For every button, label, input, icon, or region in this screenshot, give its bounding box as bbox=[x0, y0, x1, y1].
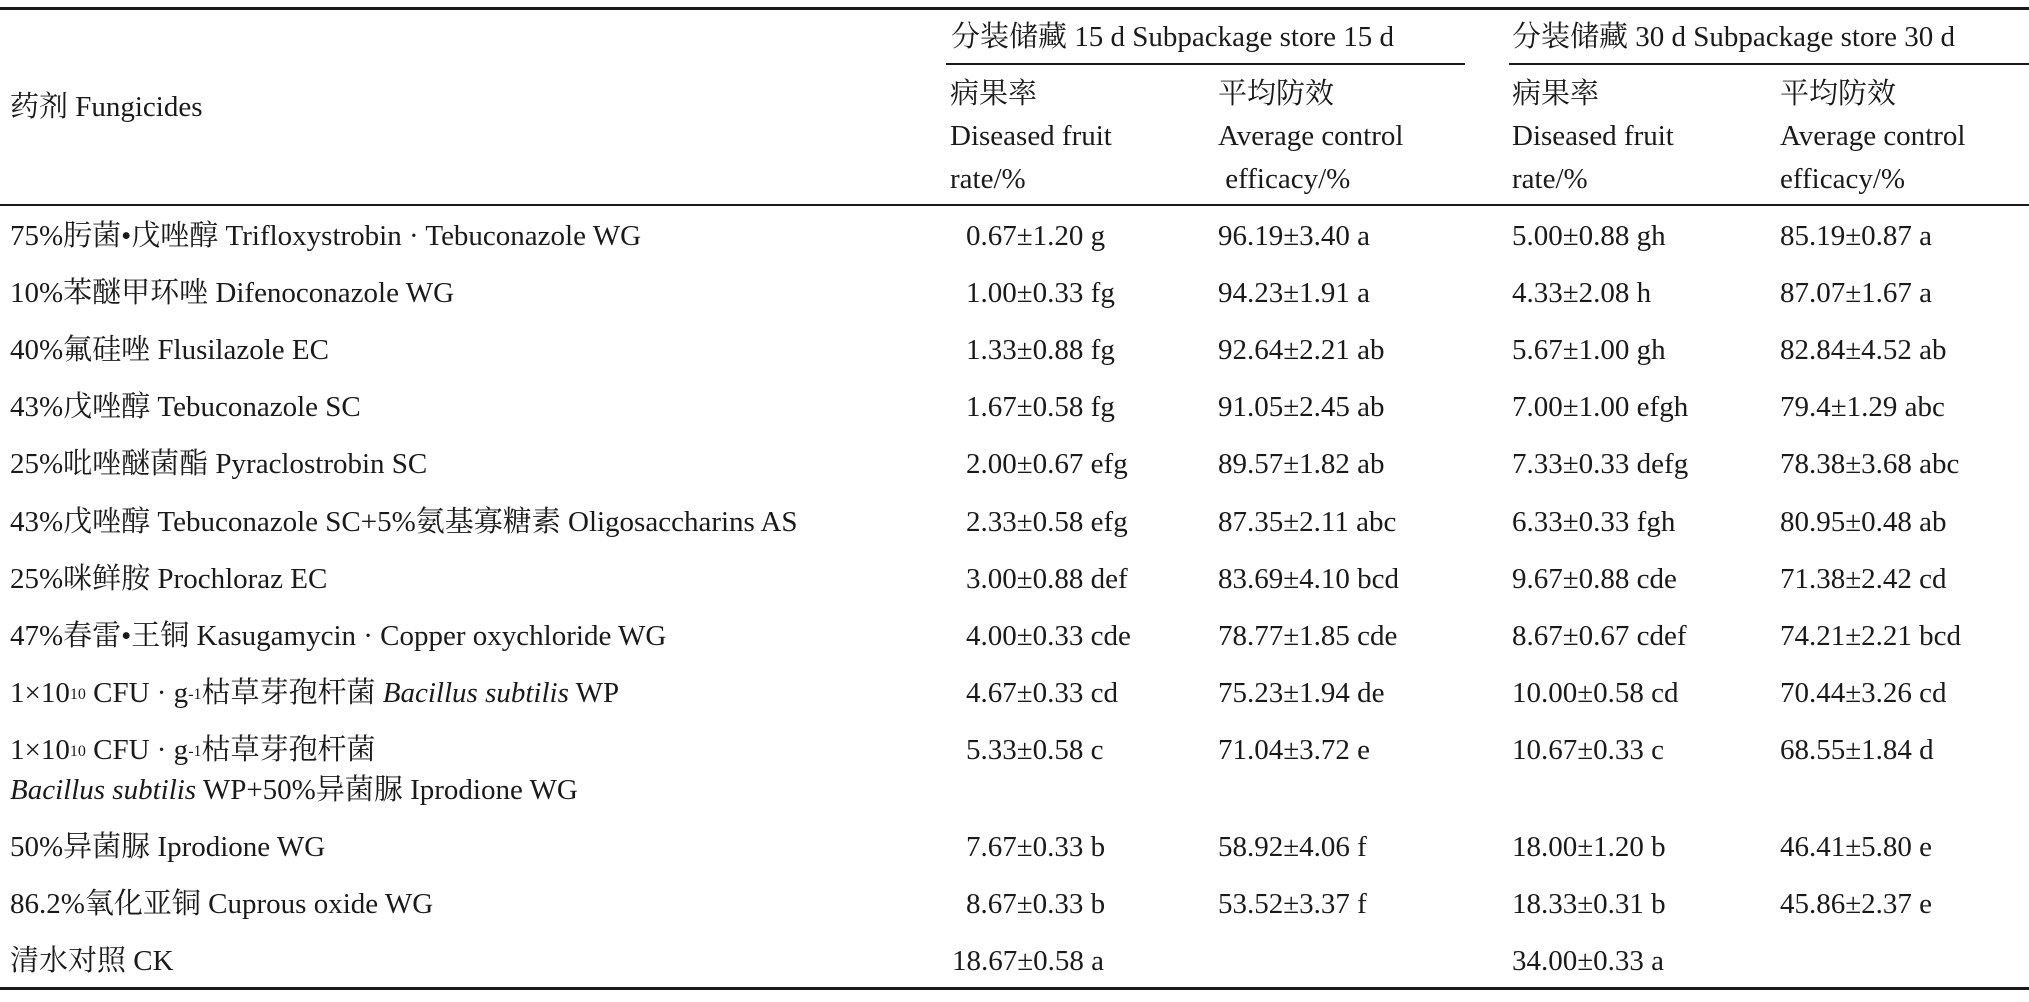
column-header-efficacy-15d-l2: Average control bbox=[1218, 120, 1404, 152]
column-header-diseased-30d-l1: 病果率 bbox=[1512, 78, 1600, 110]
table-row-agent: 86.2%氧化亚铜 Cuprous oxide WG bbox=[10, 888, 434, 920]
column-header-efficacy-30d-l1: 平均防效 bbox=[1780, 78, 1897, 110]
agent-text: 1×10 bbox=[10, 677, 70, 709]
table-cell-efficacy-30d: 74.21±2.21 bcd bbox=[1780, 620, 1962, 652]
table-cell-efficacy-15d: 78.77±1.85 cde bbox=[1218, 620, 1398, 652]
table-cell-diseased-15d: 8.67±0.33 b bbox=[966, 888, 1106, 920]
column-header-diseased-15d-l2: Diseased fruit bbox=[950, 120, 1112, 152]
table-cell-diseased-30d: 7.00±1.00 efgh bbox=[1512, 391, 1689, 423]
table-cell-efficacy-15d: 92.64±2.21 ab bbox=[1218, 334, 1385, 366]
top-rule bbox=[0, 7, 2029, 10]
header-bottom-rule bbox=[0, 204, 2029, 206]
superscript-exponent: 10 bbox=[69, 743, 86, 760]
table-cell-efficacy-30d: 87.07±1.67 a bbox=[1780, 277, 1933, 309]
table-cell-diseased-30d: 10.00±0.58 cd bbox=[1512, 677, 1679, 709]
table-row-agent: 47%春雷•王铜 Kasugamycin · Copper oxychloride WG bbox=[10, 620, 667, 652]
bottom-rule bbox=[0, 987, 2029, 990]
column-header-efficacy-30d-l2: Average control bbox=[1780, 120, 1966, 152]
table-cell-diseased-15d: 18.67±0.58 a bbox=[952, 945, 1105, 977]
superscript-exponent: 10 bbox=[69, 686, 86, 703]
table-cell-efficacy-30d: 79.4±1.29 abc bbox=[1780, 391, 1945, 423]
table-cell-efficacy-15d: 91.05±2.45 ab bbox=[1218, 391, 1385, 423]
column-header-agent: 药剂 Fungicides bbox=[10, 91, 203, 123]
table-cell-efficacy-30d: 46.41±5.80 e bbox=[1780, 831, 1933, 863]
table-row-agent-line2 bbox=[10, 776, 578, 805]
table-row-agent: 50%异菌脲 Iprodione WG bbox=[10, 831, 326, 863]
table-row-agent-line1 bbox=[10, 736, 376, 765]
table-row-agent: 40%氟硅唑 Flusilazole EC bbox=[10, 334, 329, 366]
table-cell-efficacy-30d: 85.19±0.87 a bbox=[1780, 220, 1933, 252]
table-cell-diseased-30d: 9.67±0.88 cde bbox=[1512, 563, 1677, 595]
table-row-agent: 75%肟菌•戊唑醇 Trifloxystrobin · Tebuconazole WG bbox=[10, 220, 642, 252]
table-cell-diseased-15d: 3.00±0.88 def bbox=[966, 563, 1128, 595]
table-cell-diseased-30d: 34.00±0.33 a bbox=[1512, 945, 1665, 977]
table-row-agent: 10%苯醚甲环唑 Difenoconazole WG bbox=[10, 277, 455, 309]
table-cell-efficacy-15d: 87.35±2.11 abc bbox=[1218, 506, 1397, 538]
species-name: Bacillus subtilis bbox=[382, 677, 569, 709]
table-cell-efficacy-30d: 71.38±2.42 cd bbox=[1780, 563, 1947, 595]
table-cell-efficacy-15d: 96.19±3.40 a bbox=[1218, 220, 1371, 252]
table-cell-diseased-30d: 5.67±1.00 gh bbox=[1512, 334, 1666, 366]
table-cell-efficacy-15d: 58.92±4.06 f bbox=[1218, 831, 1367, 863]
table-cell-diseased-30d: 18.00±1.20 b bbox=[1512, 831, 1666, 863]
table-cell-efficacy-15d: 71.04±3.72 e bbox=[1218, 734, 1371, 766]
table-cell-efficacy-30d: 70.44±3.26 cd bbox=[1780, 677, 1947, 709]
table-cell-diseased-15d: 0.67±1.20 g bbox=[966, 220, 1106, 252]
table-cell-efficacy-15d: 53.52±3.37 f bbox=[1218, 888, 1367, 920]
table-cell-diseased-30d: 4.33±2.08 h bbox=[1512, 277, 1652, 309]
table-cell-diseased-15d: 2.33±0.58 efg bbox=[966, 506, 1128, 538]
table-cell-diseased-15d: 1.33±0.88 fg bbox=[966, 334, 1115, 366]
column-header-diseased-30d-l3: rate/% bbox=[1512, 163, 1588, 195]
table-cell-diseased-30d: 6.33±0.33 fgh bbox=[1512, 506, 1676, 538]
table-row-agent: 43%戊唑醇 Tebuconazole SC+5%氨基寡糖素 Oligosaccharins AS bbox=[10, 506, 798, 538]
table-cell-efficacy-15d: 89.57±1.82 ab bbox=[1218, 448, 1385, 480]
column-header-diseased-30d-l2: Diseased fruit bbox=[1512, 120, 1674, 152]
table-cell-efficacy-30d: 82.84±4.52 ab bbox=[1780, 334, 1947, 366]
table-cell-diseased-30d: 8.67±0.67 cdef bbox=[1512, 620, 1687, 652]
column-header-efficacy-30d-l3: efficacy/% bbox=[1780, 163, 1906, 195]
table-row-agent bbox=[10, 679, 619, 708]
species-name: Bacillus subtilis bbox=[10, 774, 197, 806]
table-cell-diseased-15d: 5.33±0.58 c bbox=[966, 734, 1104, 766]
agent-text: CFU · g bbox=[85, 734, 189, 766]
table-cell-diseased-15d: 1.67±0.58 fg bbox=[966, 391, 1115, 423]
table-cell-diseased-15d: 1.00±0.33 fg bbox=[966, 277, 1115, 309]
table-row-agent: 25%咪鲜胺 Prochloraz EC bbox=[10, 563, 328, 595]
table-cell-efficacy-15d: 75.23±1.94 de bbox=[1218, 677, 1385, 709]
table-cell-efficacy-15d: 83.69±4.10 bcd bbox=[1218, 563, 1400, 595]
agent-text: 枯草芽孢杆菌 bbox=[201, 734, 376, 766]
table-row-agent: 43%戊唑醇 Tebuconazole SC bbox=[10, 391, 361, 423]
table-row-agent: 清水对照 CK bbox=[10, 945, 174, 977]
column-group-15d: 分装储藏 15 d Subpackage store 15 d bbox=[951, 21, 1394, 53]
column-header-efficacy-15d-l1: 平均防效 bbox=[1218, 78, 1335, 110]
table-cell-diseased-15d: 4.67±0.33 cd bbox=[966, 677, 1119, 709]
table-cell-efficacy-30d: 45.86±2.37 e bbox=[1780, 888, 1933, 920]
column-group-30d: 分装储藏 30 d Subpackage store 30 d bbox=[1512, 21, 1955, 53]
table-cell-diseased-30d: 18.33±0.31 b bbox=[1512, 888, 1666, 920]
superscript-exponent: -1 bbox=[188, 743, 202, 760]
agent-text: WP+50%异菌脲 Iprodione WG bbox=[196, 774, 578, 806]
table-cell-diseased-15d: 2.00±0.67 efg bbox=[966, 448, 1128, 480]
table-cell-diseased-30d: 5.00±0.88 gh bbox=[1512, 220, 1666, 252]
column-header-diseased-15d-l1: 病果率 bbox=[950, 78, 1038, 110]
table-cell-efficacy-30d: 68.55±1.84 d bbox=[1780, 734, 1934, 766]
table-cell-diseased-30d: 10.67±0.33 c bbox=[1512, 734, 1665, 766]
column-header-diseased-15d-l3: rate/% bbox=[950, 163, 1026, 195]
table-row-agent: 25%吡唑醚菌酯 Pyraclostrobin SC bbox=[10, 448, 428, 480]
agent-text: 枯草芽孢杆菌 bbox=[201, 677, 383, 709]
table-cell-diseased-30d: 7.33±0.33 defg bbox=[1512, 448, 1689, 480]
group-rule-30d bbox=[1509, 63, 2029, 65]
agent-text: CFU · g bbox=[85, 677, 189, 709]
table-cell-efficacy-30d: 80.95±0.48 ab bbox=[1780, 506, 1947, 538]
table-cell-efficacy-15d: 94.23±1.91 a bbox=[1218, 277, 1371, 309]
table-cell-diseased-15d: 4.00±0.33 cde bbox=[966, 620, 1131, 652]
table-cell-efficacy-30d: 78.38±3.68 abc bbox=[1780, 448, 1960, 480]
column-header-efficacy-15d-l3: efficacy/% bbox=[1218, 163, 1351, 195]
agent-text: WP bbox=[568, 677, 620, 709]
agent-text: 1×10 bbox=[10, 734, 70, 766]
superscript-exponent: -1 bbox=[188, 686, 202, 703]
group-rule-15d bbox=[946, 63, 1465, 65]
table-cell-diseased-15d: 7.67±0.33 b bbox=[966, 831, 1106, 863]
